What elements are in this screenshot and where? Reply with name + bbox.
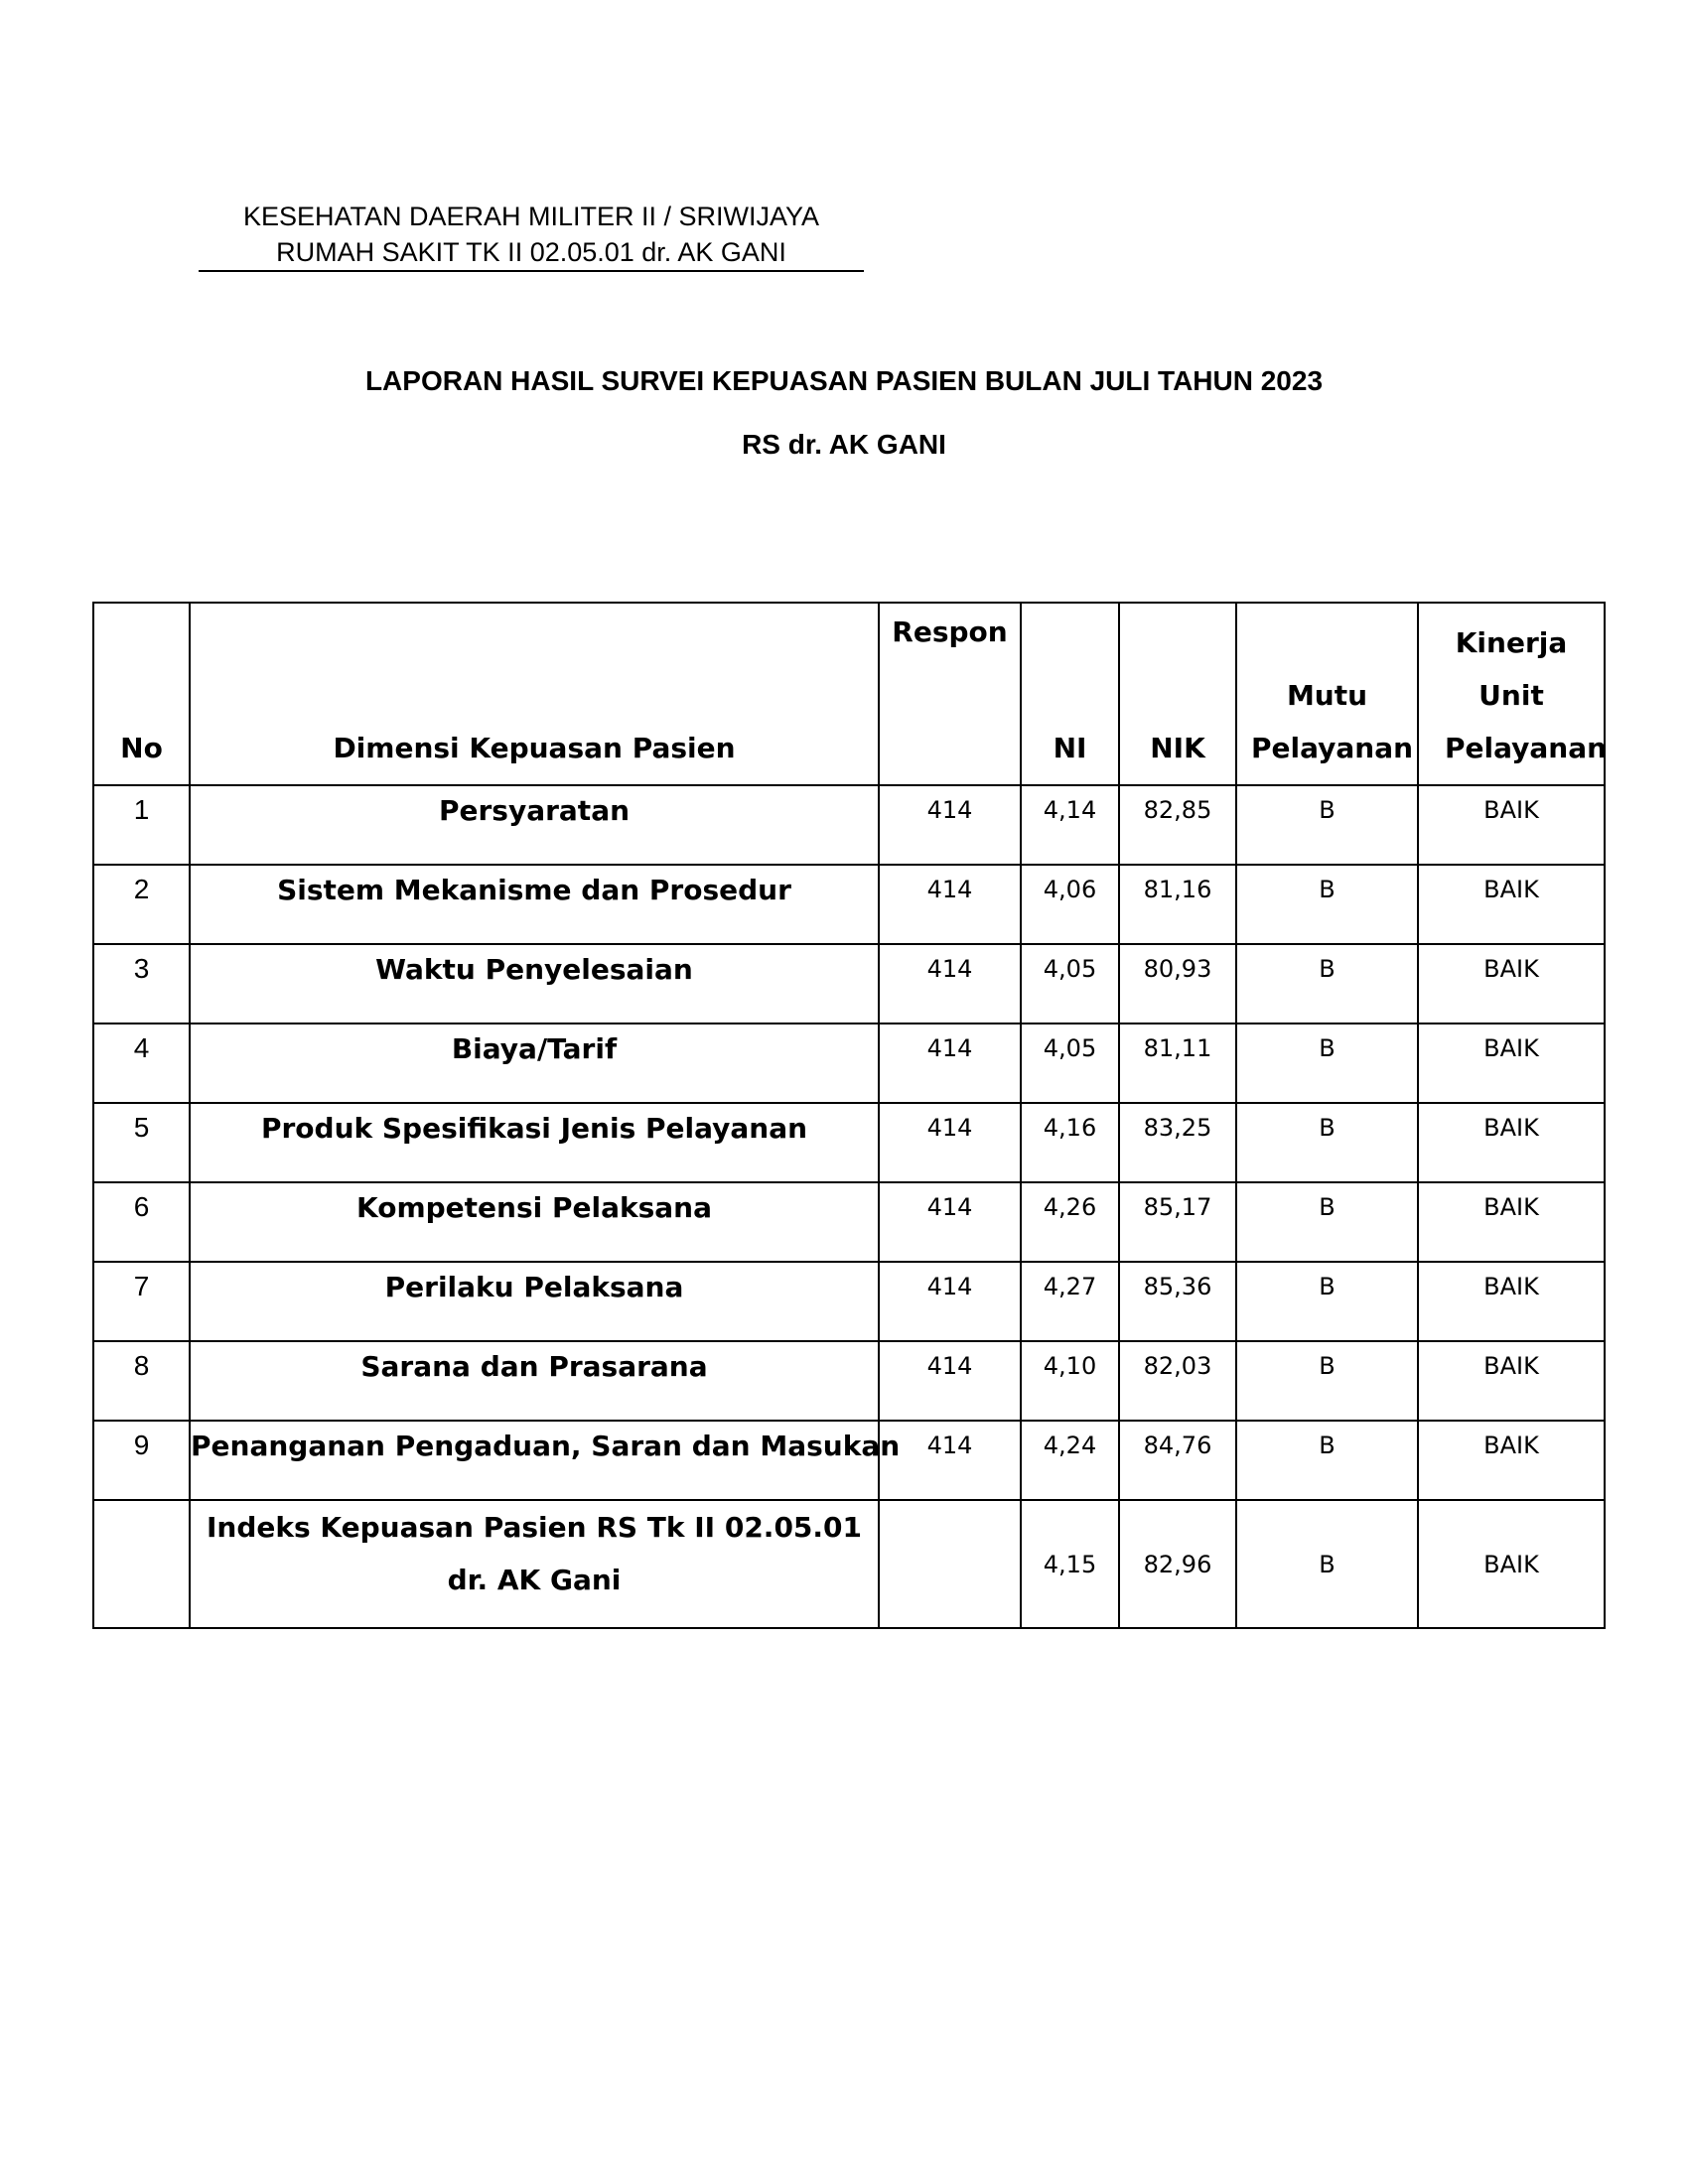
cell-dimensi: Waktu Penyelesaian	[190, 944, 879, 1024]
cell-no: 8	[93, 1341, 190, 1421]
cell-no: 4	[93, 1024, 190, 1103]
cell-ni: 4,27	[1021, 1262, 1119, 1341]
header-respon-label: Respon	[892, 615, 1008, 648]
header-kinerja: Kinerja Unit Pelayanan	[1418, 603, 1605, 785]
cell-dimensi: Indeks Kepuasan Pasien RS Tk II 02.05.01 dr. AK Gani	[190, 1500, 879, 1628]
cell-dimensi: Sarana dan Prasarana	[190, 1341, 879, 1421]
table-row	[93, 865, 1605, 944]
cell-dimensi: Produk Spesifikasi Jenis Pelayanan	[190, 1103, 879, 1182]
header-dimensi: Dimensi Kepuasan Pasien	[190, 603, 879, 785]
header-mutu: Mutu Pelayanan	[1236, 603, 1418, 785]
cell-mutu: B	[1236, 1421, 1418, 1500]
cell-nik: 82,96	[1119, 1500, 1236, 1628]
cell-no: 5	[93, 1103, 190, 1182]
table-header-row	[93, 603, 1605, 785]
table-row	[93, 1262, 1605, 1341]
cell-no	[93, 1500, 190, 1628]
cell-ni: 4,05	[1021, 1024, 1119, 1103]
cell-mutu: B	[1236, 1262, 1418, 1341]
cell-ni: 4,15	[1021, 1500, 1119, 1628]
table-row	[93, 1182, 1605, 1262]
cell-respon: 414	[879, 785, 1021, 865]
cell-dimensi: Penanganan Pengaduan, Saran dan Masukan	[190, 1421, 879, 1500]
cell-ni: 4,24	[1021, 1421, 1119, 1500]
cell-dimensi: Biaya/Tarif	[190, 1024, 879, 1103]
table-row	[93, 1421, 1605, 1500]
cell-no: 9	[93, 1421, 190, 1500]
cell-ni: 4,14	[1021, 785, 1119, 865]
cell-kinerja: BAIK	[1418, 1024, 1605, 1103]
cell-mutu: B	[1236, 1500, 1418, 1628]
cell-no: 7	[93, 1262, 190, 1341]
cell-nik: 85,17	[1119, 1182, 1236, 1262]
cell-mutu: B	[1236, 1182, 1418, 1262]
cell-respon: 414	[879, 1341, 1021, 1421]
cell-nik: 83,25	[1119, 1103, 1236, 1182]
cell-kinerja: BAIK	[1418, 865, 1605, 944]
cell-nik: 85,36	[1119, 1262, 1236, 1341]
cell-mutu: B	[1236, 944, 1418, 1024]
cell-nik: 82,85	[1119, 785, 1236, 865]
cell-ni: 4,06	[1021, 865, 1119, 944]
table-row	[93, 944, 1605, 1024]
cell-no: 1	[93, 785, 190, 865]
report-title: LAPORAN HASIL SURVEI KEPUASAN PASIEN BULAN JULI TAHUN 2023	[364, 365, 1324, 396]
cell-nik: 80,93	[1119, 944, 1236, 1024]
cell-nik: 84,76	[1119, 1421, 1236, 1500]
cell-no: 3	[93, 944, 190, 1024]
cell-nik: 81,11	[1119, 1024, 1236, 1103]
cell-ni: 4,16	[1021, 1103, 1119, 1182]
cell-dimensi: Persyaratan	[190, 785, 879, 865]
table-row	[93, 1024, 1605, 1103]
letterhead-underline	[199, 270, 864, 272]
cell-ni: 4,05	[1021, 944, 1119, 1024]
cell-kinerja: BAIK	[1418, 1262, 1605, 1341]
survey-table	[92, 602, 1606, 1629]
header-ni: NI	[1021, 603, 1119, 785]
cell-mutu: B	[1236, 1103, 1418, 1182]
report-subtitle: RS dr. AK GANI	[742, 429, 946, 460]
table-total-row	[93, 1500, 1605, 1628]
cell-no: 2	[93, 865, 190, 944]
letterhead	[199, 199, 864, 272]
cell-dimensi: Kompetensi Pelaksana	[190, 1182, 879, 1262]
cell-ni: 4,10	[1021, 1341, 1119, 1421]
cell-no: 6	[93, 1182, 190, 1262]
cell-kinerja: BAIK	[1418, 785, 1605, 865]
cell-mutu: B	[1236, 865, 1418, 944]
cell-kinerja: BAIK	[1418, 1182, 1605, 1262]
table-body	[93, 785, 1605, 1628]
cell-mutu: B	[1236, 1341, 1418, 1421]
header-nik: NIK	[1119, 603, 1236, 785]
cell-respon: 414	[879, 944, 1021, 1024]
cell-kinerja: BAIK	[1418, 1500, 1605, 1628]
table-row	[93, 1341, 1605, 1421]
header-no: No	[93, 603, 190, 785]
cell-mutu: B	[1236, 1024, 1418, 1103]
cell-respon: 414	[879, 1103, 1021, 1182]
cell-respon: 414	[879, 1262, 1021, 1341]
letterhead-line-1: KESEHATAN DAERAH MILITER II / SRIWIJAYA	[242, 202, 820, 231]
cell-respon: 414	[879, 865, 1021, 944]
cell-dimensi: Perilaku Pelaksana	[190, 1262, 879, 1341]
letterhead-line-2: RUMAH SAKIT TK II 02.05.01 dr. AK GANI	[276, 237, 786, 267]
cell-respon: 414	[879, 1182, 1021, 1262]
header-respon	[879, 603, 1021, 785]
cell-nik: 82,03	[1119, 1341, 1236, 1421]
cell-mutu: B	[1236, 785, 1418, 865]
cell-respon: 414	[879, 1024, 1021, 1103]
table-row	[93, 785, 1605, 865]
cell-dimensi: Sistem Mekanisme dan Prosedur	[190, 865, 879, 944]
cell-kinerja: BAIK	[1418, 944, 1605, 1024]
cell-kinerja: BAIK	[1418, 1421, 1605, 1500]
cell-respon	[879, 1500, 1021, 1628]
cell-ni: 4,26	[1021, 1182, 1119, 1262]
cell-kinerja: BAIK	[1418, 1103, 1605, 1182]
table-row	[93, 1103, 1605, 1182]
cell-kinerja: BAIK	[1418, 1341, 1605, 1421]
cell-nik: 81,16	[1119, 865, 1236, 944]
cell-respon: 414	[879, 1421, 1021, 1500]
